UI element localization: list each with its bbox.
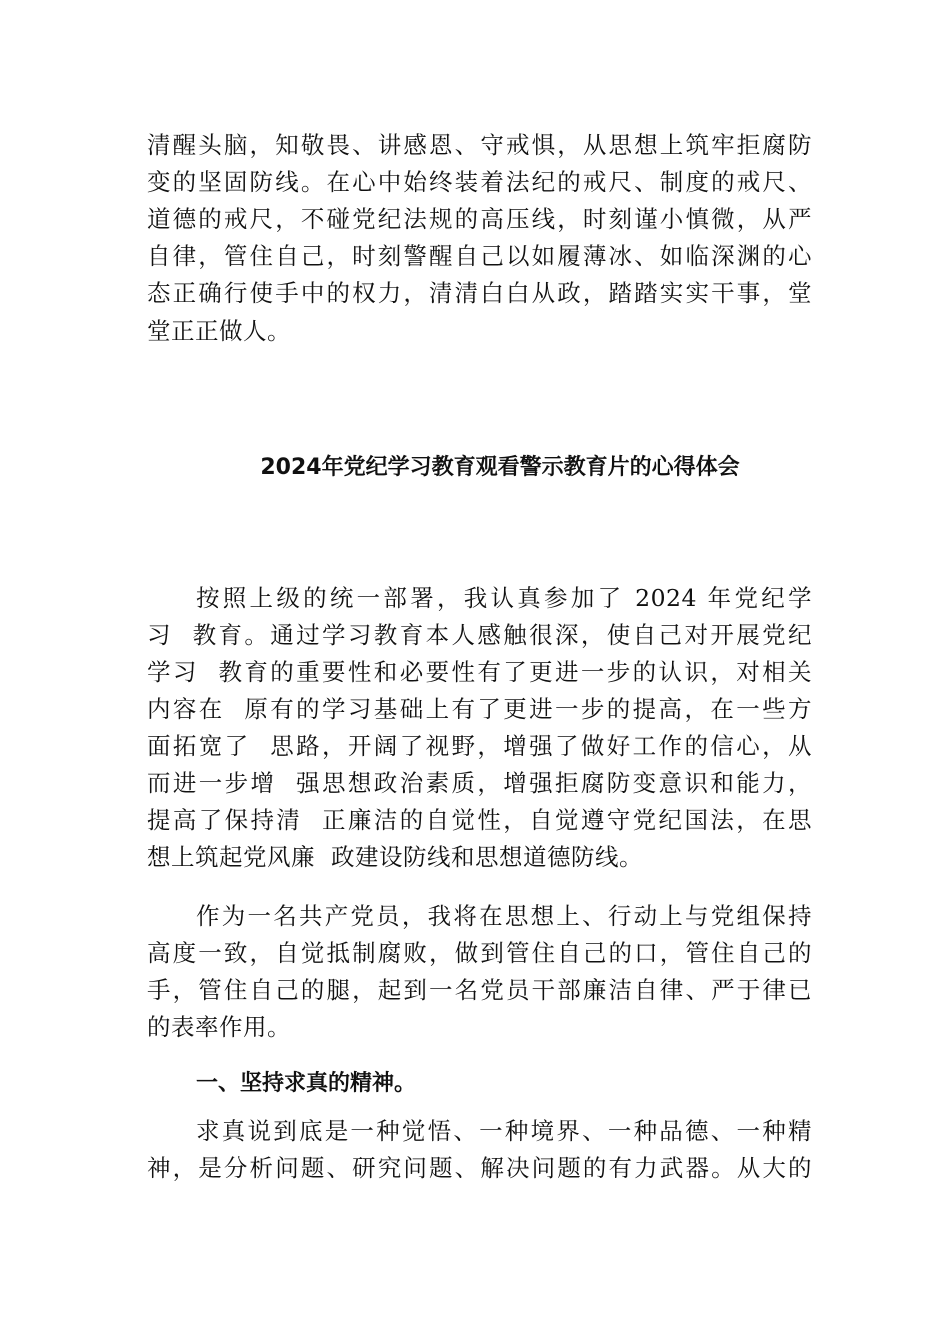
paragraph-line: 面拓宽了 思路，开阔了视野，增强了做好工作的信心，从 xyxy=(147,732,812,760)
continuation-line: 道德的戒尺，不碰党纪法规的高压线，时刻谨小慎微，从严 xyxy=(147,205,812,233)
paragraph-line: 作为一名共产党员，我将在思想上、行动上与党组保持 xyxy=(196,902,812,930)
continuation-line: 自律，管住自己，时刻警醒自己以如履薄冰、如临深渊的心 xyxy=(147,242,812,270)
continuation-line: 清醒头脑，知敬畏、讲感恩、守戒惧，从思想上筑牢拒腐防 xyxy=(147,131,812,159)
paragraph-line: 想上筑起党风廉 政建设防线和思想道德防线。 xyxy=(147,843,643,871)
paragraph-line: 的表率作用。 xyxy=(147,1013,291,1041)
paragraph-line: 手，管住自己的腿，起到一名党员干部廉洁自律、严于律已 xyxy=(147,976,812,1004)
paragraph-line: 习 教育。通过学习教育本人感触很深，使自己对开展党纪 xyxy=(147,621,812,649)
paragraph-line: 提高了保持清 正廉洁的自觉性，自觉遵守党纪国法，在思 xyxy=(147,806,812,834)
paragraph-line: 神，是分析问题、研究问题、解决问题的有力武器。从大的 xyxy=(147,1154,812,1182)
section-heading: 一、坚持求真的精神。 xyxy=(196,1071,417,1096)
paragraph-line: 内容在 原有的学习基础上有了更进一步的提高，在一些方 xyxy=(147,695,812,723)
paragraph-line: 高度一致，自觉抵制腐败，做到管住自己的口，管住自己的 xyxy=(147,939,812,967)
paragraph-line: 按照上级的统一部署，我认真参加了 2024 年党纪学 xyxy=(196,584,812,612)
document-title: 2024年党纪学习教育观看警示教育片的心得体会 xyxy=(260,455,740,480)
continuation-line: 态正确行使手中的权力，清清白白从政，踏踏实实干事，堂 xyxy=(147,279,812,307)
paragraph-line: 而进一步增 强思想政治素质，增强拒腐防变意识和能力， xyxy=(147,769,812,797)
paragraph-line: 学习 教育的重要性和必要性有了更进一步的认识，对相关 xyxy=(147,658,812,686)
continuation-line: 堂正正做人。 xyxy=(147,317,291,345)
continuation-line: 变的坚固防线。在心中始终装着法纪的戒尺、制度的戒尺、 xyxy=(147,168,812,196)
paragraph-line: 求真说到底是一种觉悟、一种境界、一种品德、一种精 xyxy=(196,1117,812,1145)
